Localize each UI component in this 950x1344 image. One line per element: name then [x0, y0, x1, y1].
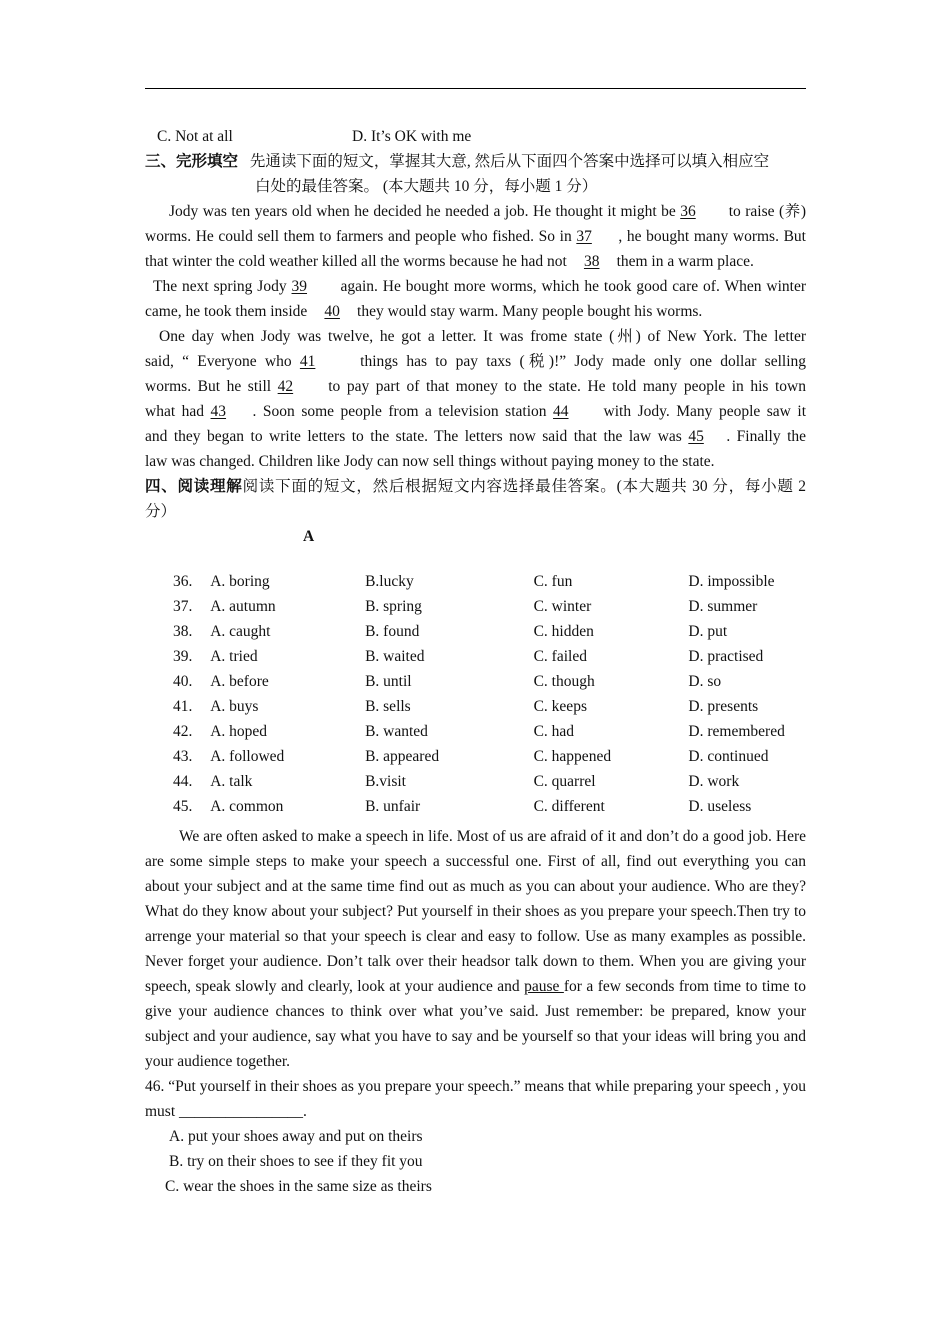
option-a[interactable]: A. caught: [210, 623, 271, 640]
section4-heading: [145, 474, 806, 499]
option-row: [145, 694, 806, 719]
option-c[interactable]: C. failed: [533, 648, 587, 665]
cloze-line: law was changed. Children like Jody can now sell things without paying money to the state.: [145, 453, 715, 470]
option-number: 37.: [173, 598, 193, 615]
section3-instructions-cont: 白处的最佳答案。 (本大题共 10 分，每小题 1 分）: [255, 178, 598, 195]
option-b[interactable]: B. spring: [365, 598, 422, 615]
option-number: 38.: [173, 623, 193, 640]
exam-page: [145, 124, 806, 1199]
option-b[interactable]: B. unfair: [365, 798, 421, 815]
option-number: 45.: [173, 798, 193, 815]
option-d[interactable]: D. so: [688, 673, 722, 690]
section3-instructions: 先通读下面的短文，掌握其大意, 然后从下面四个答案中选择可以填入相应空: [249, 153, 770, 170]
option-d[interactable]: D. put: [688, 623, 728, 640]
option-a[interactable]: A. common: [210, 798, 284, 815]
option-d[interactable]: D. work: [688, 773, 740, 790]
section4-instructions-cont: 分）: [145, 503, 177, 520]
blank-45: 45: [688, 428, 704, 445]
option-c[interactable]: C. fun: [533, 573, 573, 590]
option-number: 36.: [173, 573, 193, 590]
section3-heading: [145, 149, 806, 174]
option-c[interactable]: C. though: [533, 673, 595, 690]
option-d[interactable]: D. impossible: [688, 573, 775, 590]
option-row: [145, 744, 806, 769]
option-b[interactable]: B. found: [365, 623, 420, 640]
option-row: [145, 569, 806, 594]
choice-c[interactable]: C. wear the shoes in the same size as theirs: [165, 1178, 432, 1195]
option-c[interactable]: C. quarrel: [533, 773, 596, 790]
blank-43: 43: [210, 403, 227, 420]
blank-38: 38: [583, 253, 600, 270]
cloze-line: and they began to write letters to the state. The letters now said that the law was 45 . Finally the: [145, 424, 806, 449]
reading-passage: [145, 824, 806, 1074]
question-46: [145, 1074, 806, 1199]
option-number: 42.: [173, 723, 193, 740]
option-d[interactable]: D. continued: [688, 748, 769, 765]
option-row: [145, 594, 806, 619]
cloze-options-table: [145, 569, 806, 819]
option-d[interactable]: D. presents: [688, 698, 759, 715]
option-b[interactable]: B.visit: [365, 773, 406, 790]
option-a[interactable]: A. autumn: [210, 598, 276, 615]
section3-title: 三、完形填空: [145, 153, 239, 170]
option-b[interactable]: B. sells: [365, 698, 411, 715]
option-row: [145, 769, 806, 794]
option-b[interactable]: B. appeared: [365, 748, 440, 765]
cloze-line: came, he took them inside 40 they would stay warm. Many people bought his worms.: [145, 299, 806, 324]
cloze-line: The next spring Jody 39 again. He bought more worms, which he took good care of. When winter: [145, 274, 806, 299]
section4-instructions: 阅读下面的短文，然后根据短文内容选择最佳答案。(本大题共 30 分，每小题 2: [242, 478, 806, 495]
option-number: 39.: [173, 648, 193, 665]
option-row: [145, 669, 806, 694]
choice-a[interactable]: A. put your shoes away and put on theirs: [169, 1128, 423, 1145]
cloze-passage: [145, 199, 806, 474]
cloze-line: said, “ Everyone who 41 things has to pay taxs (税)!” Jody made only one dollar selling: [145, 349, 806, 374]
reading-paragraph: We are often asked to make a speech in life. Most of us are afraid of it and don’t do a good job. Here are some simple steps to make your speech a successful one. First of all, find out everything you can about your subject and at the same time find out as much as you can about your audience. Who are they? What do they know about your subject? Put yourself in their shoes as you prepare your speech.Then try to arrenge your material so that your speech is clear and easy to follow. Use as many examples as possible. Never forget your audience. Don’t talk over their headsor talk down to them. When you are giving your speech, speak slowly and clearly, look at your audience and pause for a few seconds from time to time to give your audience chances to think over what you’ve said. Just remember: be prepared, know your subject and your audience, say what you have to say and be yourself so that your ideas will bring you and your audience together.: [145, 828, 806, 1070]
option-d[interactable]: D. remembered: [688, 723, 785, 740]
option-row: [145, 644, 806, 669]
option-row: [145, 719, 806, 744]
underlined-word: pause: [524, 978, 564, 995]
option-a[interactable]: A. boring: [210, 573, 270, 590]
option-a[interactable]: A. buys: [210, 698, 259, 715]
option-b[interactable]: B.lucky: [365, 573, 414, 590]
option-a[interactable]: A. followed: [210, 748, 285, 765]
option-d: D. It’s OK with me: [352, 128, 472, 145]
blank-40: 40: [324, 303, 340, 320]
option-c[interactable]: C. different: [533, 798, 605, 815]
blank-41: 41: [299, 353, 316, 370]
option-number: 44.: [173, 773, 193, 790]
option-c[interactable]: C. had: [533, 723, 575, 740]
option-row: [145, 619, 806, 644]
option-row: [145, 794, 806, 819]
blank-36: 36: [680, 203, 696, 220]
choice-b[interactable]: B. try on their shoes to see if they fit you: [169, 1153, 423, 1170]
section4-title: 四、阅读理解: [145, 478, 243, 495]
cloze-line: One day when Jody was twelve, he got a letter. It was frome state (州) of New York. The letter: [159, 328, 806, 345]
option-d[interactable]: D. summer: [688, 598, 758, 615]
cloze-line: worms. He could sell them to farmers and people who fished. So in 37 , he bought many worms. But: [145, 224, 806, 249]
option-c[interactable]: C. happened: [533, 748, 612, 765]
option-c[interactable]: C. keeps: [533, 698, 587, 715]
option-number: 40.: [173, 673, 193, 690]
cloze-line: that winter the cold weather killed all the worms because he had not 38 them in a warm place.: [145, 249, 806, 274]
option-a[interactable]: A. hoped: [210, 723, 268, 740]
previous-question-options: [145, 124, 806, 149]
question-stem: 46. “Put yourself in their shoes as you prepare your speech.” means that while preparing your speech , you must ________________.: [145, 1078, 806, 1120]
cloze-line: what had 43 . Soon some people from a television station 44 with Jody. Many people saw it: [145, 399, 806, 424]
passage-title: A: [303, 528, 315, 545]
option-a[interactable]: A. talk: [210, 773, 253, 790]
cloze-line: Jody was ten years old when he decided he needed a job. He thought it might be 36 to raise (养): [145, 199, 806, 224]
option-d[interactable]: D. practised: [688, 648, 764, 665]
blank-37: 37: [576, 228, 592, 245]
option-a[interactable]: A. tried: [210, 648, 258, 665]
blank-44: 44: [553, 403, 569, 420]
option-b[interactable]: B. wanted: [365, 723, 428, 740]
cloze-line: worms. But he still 42 to pay part of that money to the state. He told many people in his town: [145, 374, 806, 399]
blank-39: 39: [291, 278, 308, 295]
blank-42: 42: [277, 378, 294, 395]
option-d[interactable]: D. useless: [688, 798, 752, 815]
option-a[interactable]: A. before: [210, 673, 269, 690]
option-c[interactable]: C. winter: [533, 598, 592, 615]
option-c: C. Not at all: [157, 128, 233, 145]
option-number: 43.: [173, 748, 193, 765]
option-c[interactable]: C. hidden: [533, 623, 594, 640]
option-b[interactable]: B. waited: [365, 648, 425, 665]
option-number: 41.: [173, 698, 193, 715]
header-rule: [145, 88, 806, 89]
option-b[interactable]: B. until: [365, 673, 412, 690]
